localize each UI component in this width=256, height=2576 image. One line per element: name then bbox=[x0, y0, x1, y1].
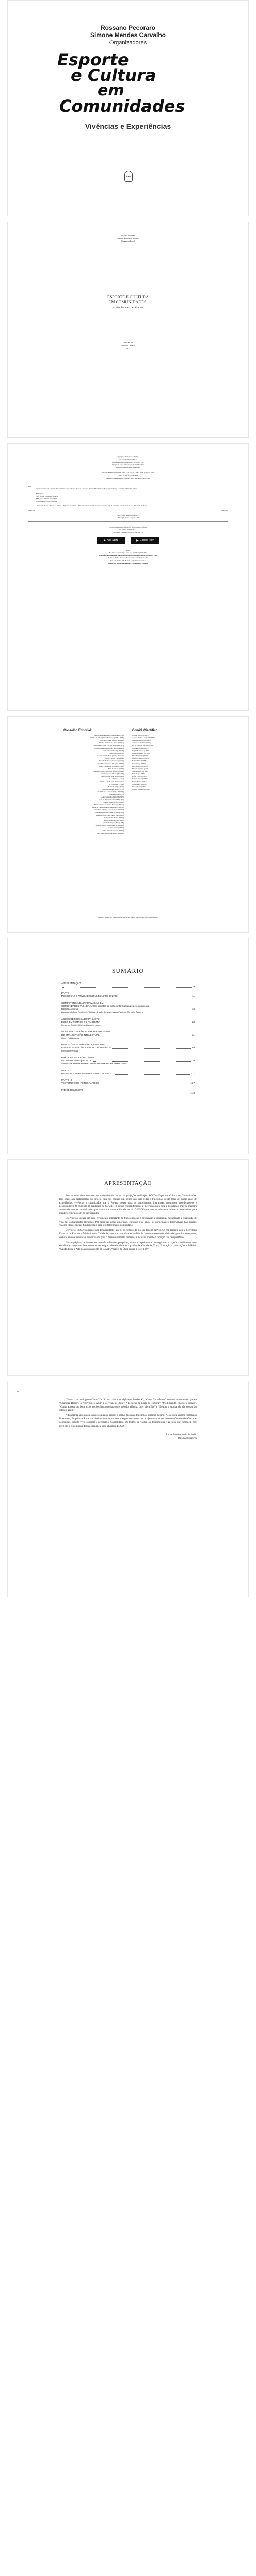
council-member: Três de Febrero – Argentina) bbox=[105, 757, 124, 759]
toc-entry-title: A OFICINA LITERÁRIA COMO FERRAMENTA bbox=[61, 1030, 111, 1033]
toc-entry-subtitle: ECCO EM TEMPOS DE PANDEMIA bbox=[61, 1021, 100, 1023]
committee-member: Mariana Silva (UFRN) bbox=[132, 770, 148, 772]
council-member: Celso Conti (UFSCar) bbox=[109, 752, 124, 754]
council-member: Sydione Santos (UEPG) bbox=[108, 827, 124, 829]
toc-entry-subtitle: DE EMANCIPAÇÃO INTELECTUAL bbox=[61, 1033, 100, 1036]
council-member: Andréia da Silva Quintanilha Sousa (UNIR/UFRN) bbox=[90, 737, 124, 739]
committee-member: Adriana Ramos Araújo (UNIFAP) bbox=[132, 737, 155, 739]
council-left-title: Conselho Editorial: bbox=[63, 729, 92, 732]
play-icon: ▶ bbox=[136, 539, 139, 543]
copyright-line-layout: Diagramação e Capa: Designers da Editora CRV bbox=[111, 461, 145, 463]
paragraph: Este livro foi desenvolvido com o objetivo de dar voz às projeções do Projeto ECCO – Esporte e Cultura em Comunidades. Das vozes aos participantes do Projeto cuja nos contam um pouco das suas vidas e trajetórias, desde mais de quatro anos de experiências, vivências e significados que o Projeto trouxe para os participantes, instrutores, monitores, coordenadores e pesquisadores. O contexto da pandemia de COVID-19 trouxe ressignificações e incertezas para toda a população, mas de maneira acentuada para as comunidades que vivem em vulnerabilidade social. O ECCO precisou se reinventar e buscar alternativas para manter o vínculo com os participantes. bbox=[59, 1195, 197, 1215]
cip-body: Esporte e cultura em comunidades: vivências e experiências / Rossano Pecoraro, Simone Mendes Carvalho (organizadores) – Curitiba : CRV, 2021. 146 p. bbox=[36, 488, 137, 490]
paragraph: A Pandemia aproximou os nossos planos, propôs o sonho. Nós não desistimos. Virgínio mesmo. Nesses dez visores chamamos Rossiníssa, Emprima e Luns por direitos e colaborar com o seguindo a volta dos projetos e as vozes que compõem os desafios e as conquistas, esporte-vivo, concreto e necessário. Consolidado. Os textos, os relatos, os depoimentos e as fotos que compõem este livro são o testemunho desta experiência vital chamada ECCO! bbox=[59, 1414, 197, 1428]
toc-entry[interactable] bbox=[61, 1056, 195, 1065]
council-member: Maria de Lourdes Pinto de Almeida (UNOESC) bbox=[92, 806, 124, 808]
copyright-line-editor: Editor-chefe: Railson Moura bbox=[118, 459, 138, 461]
toc-entry-author: Fernando Araújo / Melissa Carvalho Lopes bbox=[61, 1024, 101, 1026]
council-member: Elione Maria Nogueira Diogenes (UFAL) bbox=[96, 762, 124, 765]
toc-entry-author: Dayanne da Silva Prudêncio / Tatiane Aragão Barbosa / Anna Paula de Carvalho Scatena bbox=[61, 1011, 143, 1013]
council-member: Élsio José Corá (UFFS) bbox=[108, 768, 124, 770]
toc-entry-title: APRESENTAÇÃO bbox=[61, 982, 81, 985]
apple-icon: ● bbox=[103, 538, 106, 543]
council-member: de La Havana – Cuba) bbox=[109, 783, 124, 785]
committee-member: Fábio Fernandes (UFJF) bbox=[132, 755, 149, 757]
council-member: Paulo Romualdo Hernandes (UNIFAL-MG) bbox=[94, 811, 124, 814]
legal-prohibition: Proibida a reprodução parcial ou total desta obra sem autorização da Editora CRV bbox=[99, 554, 157, 556]
committee-member: Josias Braga (UFRJ) bbox=[132, 762, 146, 765]
toc-entry-subtitle: E FILOSOFIA NA ÉPOCA DO CORONAVÍRUS bbox=[61, 1046, 111, 1049]
cover-editor-2: Simone Mendes Carvalho bbox=[90, 31, 166, 39]
council-member: Renato Francisco dos Santos Paula (UFG) bbox=[96, 814, 124, 816]
committee-member: Cristiane Oliveira (IFCE) bbox=[132, 747, 149, 749]
cover-title-line-2: e Cultura bbox=[71, 65, 156, 85]
google-play-label: Google Play bbox=[139, 539, 154, 542]
toc-entry-author: Rossano Pecoraro bbox=[61, 1049, 79, 1052]
committee-member: Ana Beatriz Uchôa (UFRN) bbox=[132, 739, 151, 741]
legal-site: Conheça os nossos lançamentos: www.editoracrv.com.br bbox=[108, 562, 148, 564]
council-member: Solange Helena Ximenes-Rocha (UFOPA) bbox=[95, 824, 124, 826]
half-title-subtitle: vivências e experiências bbox=[113, 306, 143, 309]
council-member: Jailson Alves dos Santos (UFRJ) bbox=[102, 788, 124, 790]
cover-title-line-3: em bbox=[98, 81, 124, 99]
committee-member: Helena Lima (UFPB) bbox=[132, 760, 147, 762]
toc-entry-page: 69 bbox=[191, 1046, 195, 1049]
council-member: Lídia de Oliveira Xavier (UNIEURO) bbox=[99, 799, 124, 801]
legal-rights: Todos os direitos desta edição reservados pela: Editora CRV bbox=[108, 557, 148, 559]
copyright-line-image: Imagem da Capa: Shutterstock/Richard Lauchan bbox=[112, 464, 144, 466]
council-member: Leonel Severo Rocha (UNISINOS) bbox=[100, 796, 124, 798]
copyright-head: Copyright © da Editora CRV Ltda. bbox=[116, 456, 140, 458]
toc-entry-page: 23 bbox=[191, 1021, 195, 1023]
council-member: Guillermo Arias Beatón (Universidade bbox=[98, 781, 124, 783]
crv-logo-text: CRV bbox=[126, 175, 131, 178]
digital-notice-3: CONHEÇA E BAIXE NOSSO APLICATIVO! bbox=[112, 531, 144, 533]
cip-keywords: 1. Educação Física 2. Esporte – cultura 3. Esporte – cidadania 4. Extensão universitária I. Pecoraro, Rossano, org. II. Carvalho, Simone Mendes, org. III. Título IV. Série. bbox=[36, 505, 148, 507]
council-member: Lourdes Helena da Silva (UFV) bbox=[103, 801, 124, 803]
cip-block bbox=[28, 483, 228, 522]
half-title-main: ESPORTE E CULTURA bbox=[107, 295, 149, 299]
cover-title bbox=[8, 52, 248, 114]
council-member: Carmen Tereza Velanga (UNIR) bbox=[103, 750, 124, 752]
toc-entry-page: 13 bbox=[191, 1008, 195, 1010]
toc-page bbox=[7, 938, 249, 1154]
toc-entry-title: COMPETÊNCIA DA INFORMAÇÃO EM bbox=[61, 1002, 104, 1004]
council-member: Cesar Gerónimo Tello (Univer .Nacional bbox=[97, 755, 124, 757]
toc-entry-page: 137 bbox=[190, 1082, 195, 1084]
catalog-index-title: Índice para catálogo sistemático bbox=[117, 514, 139, 516]
toc-entry-author: Karen Faldas Alves bbox=[61, 1037, 79, 1039]
toc-leader bbox=[112, 1048, 191, 1049]
half-title-main-2: EM COMUNIDADES: bbox=[108, 300, 148, 304]
council-left-column bbox=[31, 729, 124, 835]
copyright-page bbox=[7, 443, 249, 711]
catalog-index-line: 1. Educação Física e Esporte – 796 bbox=[116, 517, 140, 519]
paragraph: Os Projetos sociais são uma ferramenta importante de transformação e promovem a cidadania, melhorando a qualidade de vida das comunidades atendidas. Por meio das ações esportivas, culturais e de saúde, os participantes desenvolvem habilidades, valores e laços sociais fundamentais para o fortalecimento comunitário. bbox=[59, 1217, 197, 1227]
committee-member: Carlos Eduardo Miranda (UNB) bbox=[132, 744, 154, 747]
toc-entry[interactable] bbox=[61, 1089, 195, 1095]
half-title-editor-1: Rossano Pecoraro bbox=[120, 234, 136, 237]
cover-editor-1: Rossano Pecoraro bbox=[100, 24, 156, 31]
council-member: Antônio Pereira Gaio Júnior (UFRRJ) bbox=[99, 742, 124, 744]
cover-subtitle: Vivências e Experiências bbox=[85, 122, 171, 130]
toc-list bbox=[61, 982, 195, 1095]
half-title-editors-role: (Organizadores) bbox=[121, 240, 135, 242]
council-right-column bbox=[132, 729, 225, 835]
council-member: Anselmo Alencar Colares (UFOPA) bbox=[100, 739, 124, 741]
committee-member: Gustavo Paes (UNICAMP) bbox=[132, 757, 150, 759]
council-member: Maria Cristina dos Santos Bezerra (UFSCar) bbox=[94, 804, 124, 806]
copyright-year: 2021 bbox=[126, 549, 130, 551]
signature-place: Rio de Janeiro, maio de 2021. bbox=[166, 1434, 197, 1437]
cdd: CDD 796 bbox=[221, 510, 228, 512]
council-member: Tania Suely Azevedo Brasileiro (UFOPA) bbox=[96, 832, 124, 834]
committee-member: Dagma Boranova (UFPE) bbox=[132, 750, 150, 752]
copyright-line-review: Revisão: Analista de Escrita e Artes bbox=[116, 466, 140, 468]
toc-entry-title: REFLEXÕES SOBRE ÉTICA, ESPORTE bbox=[61, 1043, 105, 1046]
council-member: Gloria Fariñas León (Universidade bbox=[101, 775, 124, 777]
council-member: de La Havana – Cuba) bbox=[109, 778, 124, 780]
council-member: Aldira Guimarães Duarte Domínguez (UNB) bbox=[94, 734, 124, 736]
toc-entry-title: PARTE III bbox=[61, 1079, 72, 1081]
presentation-body bbox=[59, 1195, 197, 1252]
isbn-digital: ISBN Digital 978-65-251-0060-4 bbox=[36, 495, 58, 497]
toc-entry-subtitle: COMUNIDADES VULNERÁVEIS: projetos de ações informacionais pelo campo da Biblioteconomia bbox=[61, 1005, 149, 1010]
toc-entry-title: ÍNDICE REMISSIVO bbox=[61, 1089, 84, 1091]
toc-entry-author: Vanessa de Almeida Ferreira Corrêa / Armanda da Silva Pereira Mattos bbox=[61, 1062, 127, 1065]
council-right-list bbox=[132, 734, 225, 791]
toc-entry[interactable] bbox=[61, 992, 195, 998]
page-number: 10 bbox=[17, 1391, 19, 1393]
toc-entry[interactable] bbox=[61, 1030, 195, 1040]
committee-member: Pedro Lopes (UFF) bbox=[132, 773, 145, 775]
toc-entry-page: 31 bbox=[191, 1033, 195, 1036]
council-member: João Adalberto Campato Junior (UNESP) bbox=[96, 791, 124, 793]
digital-notice-1: ESTA OBRA TAMBÉM ENCONTRA-SE DISPONÍVEL bbox=[109, 526, 147, 528]
app-store-badge[interactable] bbox=[97, 537, 125, 544]
isbn-print: ISBN Físico 978-65-251-0063-6 bbox=[36, 498, 57, 500]
half-title-year: 2021 bbox=[126, 347, 130, 350]
cover-title-line-4: Comunidades bbox=[59, 96, 185, 116]
presentation-page bbox=[7, 1159, 249, 1376]
toc-entry-title: AÇÕES DE MÚSICA DO PROJETO bbox=[61, 1018, 100, 1020]
toc-leader bbox=[93, 1061, 191, 1062]
council-member: Elizeu Clementino de Souza (UNEB) bbox=[99, 765, 124, 767]
toc-entry-subtitle: TESTEMUNHOS FOTOGRÁFICOS bbox=[61, 1082, 100, 1084]
toc-entry[interactable] bbox=[61, 1018, 195, 1027]
cover-page bbox=[7, 0, 249, 216]
toc-leader bbox=[115, 1074, 189, 1075]
committee-member: Luis Martins (UFRGS) bbox=[132, 765, 148, 767]
cip-bibliography: Bibliografia bbox=[36, 493, 44, 495]
app-store-label: App Store bbox=[106, 539, 119, 542]
cover-editors-role: Organizadores bbox=[109, 40, 147, 46]
signature-by: Os Organizadores bbox=[178, 1437, 197, 1440]
toc-title: SUMÁRIO bbox=[111, 967, 145, 974]
toc-entry-title: PARTE II bbox=[61, 1069, 71, 1072]
presentation-body-2 bbox=[59, 1399, 197, 1428]
council-member: Eduardo Fernandes Barbosa (UFMG) bbox=[99, 760, 124, 762]
council-member: Carlos Alberto Vilar Estêvão (UMINHO – PT) bbox=[93, 744, 124, 747]
google-play-badge[interactable] bbox=[131, 537, 159, 544]
council-member: Maria Lília Imbiriba Sousa Colares (UFOPA) bbox=[93, 809, 124, 811]
legal-contact: Tel.: (41) 3039-6418 - E-mail: sac@editoracrv.com.br bbox=[110, 560, 146, 562]
council-member: Simone Rodrigues Pinto (UNB) bbox=[103, 822, 124, 824]
toc-entry-page: 9 bbox=[193, 985, 195, 988]
paragraph: “Como criar um logo no Canva?” e “Como criar uma página no Facebook”, “Canto Coro-Junto”, comunicação coletiva para o “Chamber Room”, a “Surviúbles Azul” e as “Janelas Rosa”, “Técnicas de prato de cozinha” “Modificando emissões sociais”. “Como acessar um bom texto: noções introdutórias sobre método, ciência, fazer científico” e “Leitura e escrita não são coisas tão difíceis assim”. bbox=[59, 1399, 197, 1412]
cip-title: DADOS INTERNACIONAIS DE CATALOGAÇÃO NA PUBLICAÇÃO (CIP) bbox=[101, 472, 155, 474]
toc-entry-subtitle: e convivem no Projeto ECCO bbox=[61, 1059, 92, 1062]
council-member: Tadeu Oliver Gonçalves (UFPA) bbox=[102, 829, 124, 832]
council-member: Josania Portela (UFPI) bbox=[108, 793, 124, 795]
toc-entry[interactable] bbox=[61, 1043, 195, 1053]
presentation-title: APRESENTAÇÃO bbox=[104, 1180, 152, 1187]
half-title-editor-2: Simone Mendes Carvalho bbox=[117, 237, 139, 240]
cover-title-line-1: Esporte bbox=[57, 50, 129, 70]
cip-subtitle: CATALOGAÇÃO NA FONTE bbox=[118, 474, 138, 477]
cip-librarian: Bibliotecária Responsável: Luzenira Alves dos Santos CRB9/1506 bbox=[106, 477, 150, 479]
council-member: Francisco Carlos Duarte (PUC-PR) bbox=[100, 773, 124, 775]
half-title-page bbox=[7, 222, 249, 438]
doi: DOI 10.24824/978652510060.4 bbox=[36, 500, 57, 502]
council-member: Fernando Antônio Gonçalves Alcoforado (IPB) bbox=[92, 770, 124, 772]
paragraph: O Projeto ECCO realizado pela Universidade Federal do Estado do Rio de Janeiro (UNIRIO) em parceria com a Secretaria Especial do Esporte – Ministério da Cidadania, atua em comunidades do Rio de Janeiro oferecendo atividades gratuitas de esporte, cultura, saúde e educação, contribuindo para o desenvolvimento humano, a inclusão social e a redução das desigualdades. bbox=[59, 1229, 197, 1239]
council-member: Carlos Federico Dominguez Avila (Unieuro) bbox=[94, 747, 124, 749]
toc-entry[interactable] bbox=[61, 1079, 195, 1085]
toc-entry-page: 11 bbox=[192, 995, 195, 997]
council-member: Sérgio Nunes de Jesus (IFRO) bbox=[104, 819, 124, 821]
toc-entry[interactable] bbox=[61, 982, 195, 988]
toc-leader bbox=[62, 987, 192, 988]
committee-member: Roberta Nunes (UFMA) bbox=[132, 778, 149, 780]
digital-notice-2: EM FORMATO DIGITAL. bbox=[119, 529, 137, 531]
committee-member: Sandra Freitas (UFC) bbox=[132, 781, 147, 783]
paragraph: Nessas páginas, os leitores encontrarão reflexões, pesquisas, relatos e depoimentos que registram a trajetória do Projeto, seus desafios e conquistas, bem como as estratégias adotadas durante a pandemia. Cidadania, Ética, Educação e construções solidárias: “Saúde, Ética e Arte no enfrentamento da Covid”, “Práxis de Ética contra a Covid-19”. bbox=[59, 1241, 197, 1251]
council-right-title: Comitê Científico: bbox=[132, 729, 159, 732]
toc-entry-subtitle: RELATOS E DEPOIMENTOS – NÚCLEOS ECCO bbox=[61, 1072, 115, 1075]
council-page bbox=[7, 716, 249, 933]
committee-member: Rafael Costa (UESB) bbox=[132, 775, 147, 777]
council-note: Este livro passou por avaliação e aprovação às cegas de dois ou mais pareceristas ad hoc. bbox=[98, 916, 158, 918]
council-left-list bbox=[31, 734, 124, 835]
toc-entry-title: PARTE I bbox=[61, 992, 71, 994]
toc-entry-title: PRÁTICAS EM SAÚDE: vivem bbox=[61, 1056, 94, 1059]
half-title-publisher: Editora CRV bbox=[122, 341, 134, 344]
toc-entry-page: 79 bbox=[191, 1059, 195, 1062]
committee-member: Elisete Tomazetti (UFSM) bbox=[132, 752, 150, 754]
toc-entry-page: 117 bbox=[190, 1072, 195, 1075]
toc-entry-page: 143 bbox=[190, 1092, 195, 1094]
toc-entry-subtitle: PESQUISAS E ATIVIDADES DAS EQUIPES UNIRIO bbox=[61, 995, 118, 997]
crv-logo bbox=[124, 171, 133, 182]
committee-member: Antonio Maria Dias (UFSC) bbox=[132, 742, 151, 744]
council-member: Helmuth Krüger (UCP) bbox=[108, 786, 124, 788]
legal-deposit: Foi feito o depósito legal conf. Lei 10.994 de 14/12/2004 bbox=[109, 552, 147, 554]
presentation-page-2 bbox=[7, 1381, 249, 1597]
council-member: Rodrigo Pratte-Santos (UFES) bbox=[104, 817, 124, 819]
committee-member: Adilson Ribeiro (UFSC) bbox=[132, 734, 149, 736]
toc-entry[interactable] bbox=[61, 1002, 195, 1014]
toc-entry[interactable] bbox=[61, 1069, 195, 1075]
committee-member: Thiago Pires (UFGD) bbox=[132, 783, 147, 785]
committee-member: Marcelo Vinícius (UnB) bbox=[132, 768, 148, 770]
committee-member: Valéria Souza (UFBA) bbox=[132, 786, 148, 788]
half-title-city: Curitiba – Brasil bbox=[121, 344, 135, 347]
cdu: CDU 796 bbox=[28, 510, 35, 512]
committee-member: Wagner Teixeira (UFSCar) bbox=[132, 788, 150, 790]
cip-code: E817 bbox=[28, 485, 32, 487]
